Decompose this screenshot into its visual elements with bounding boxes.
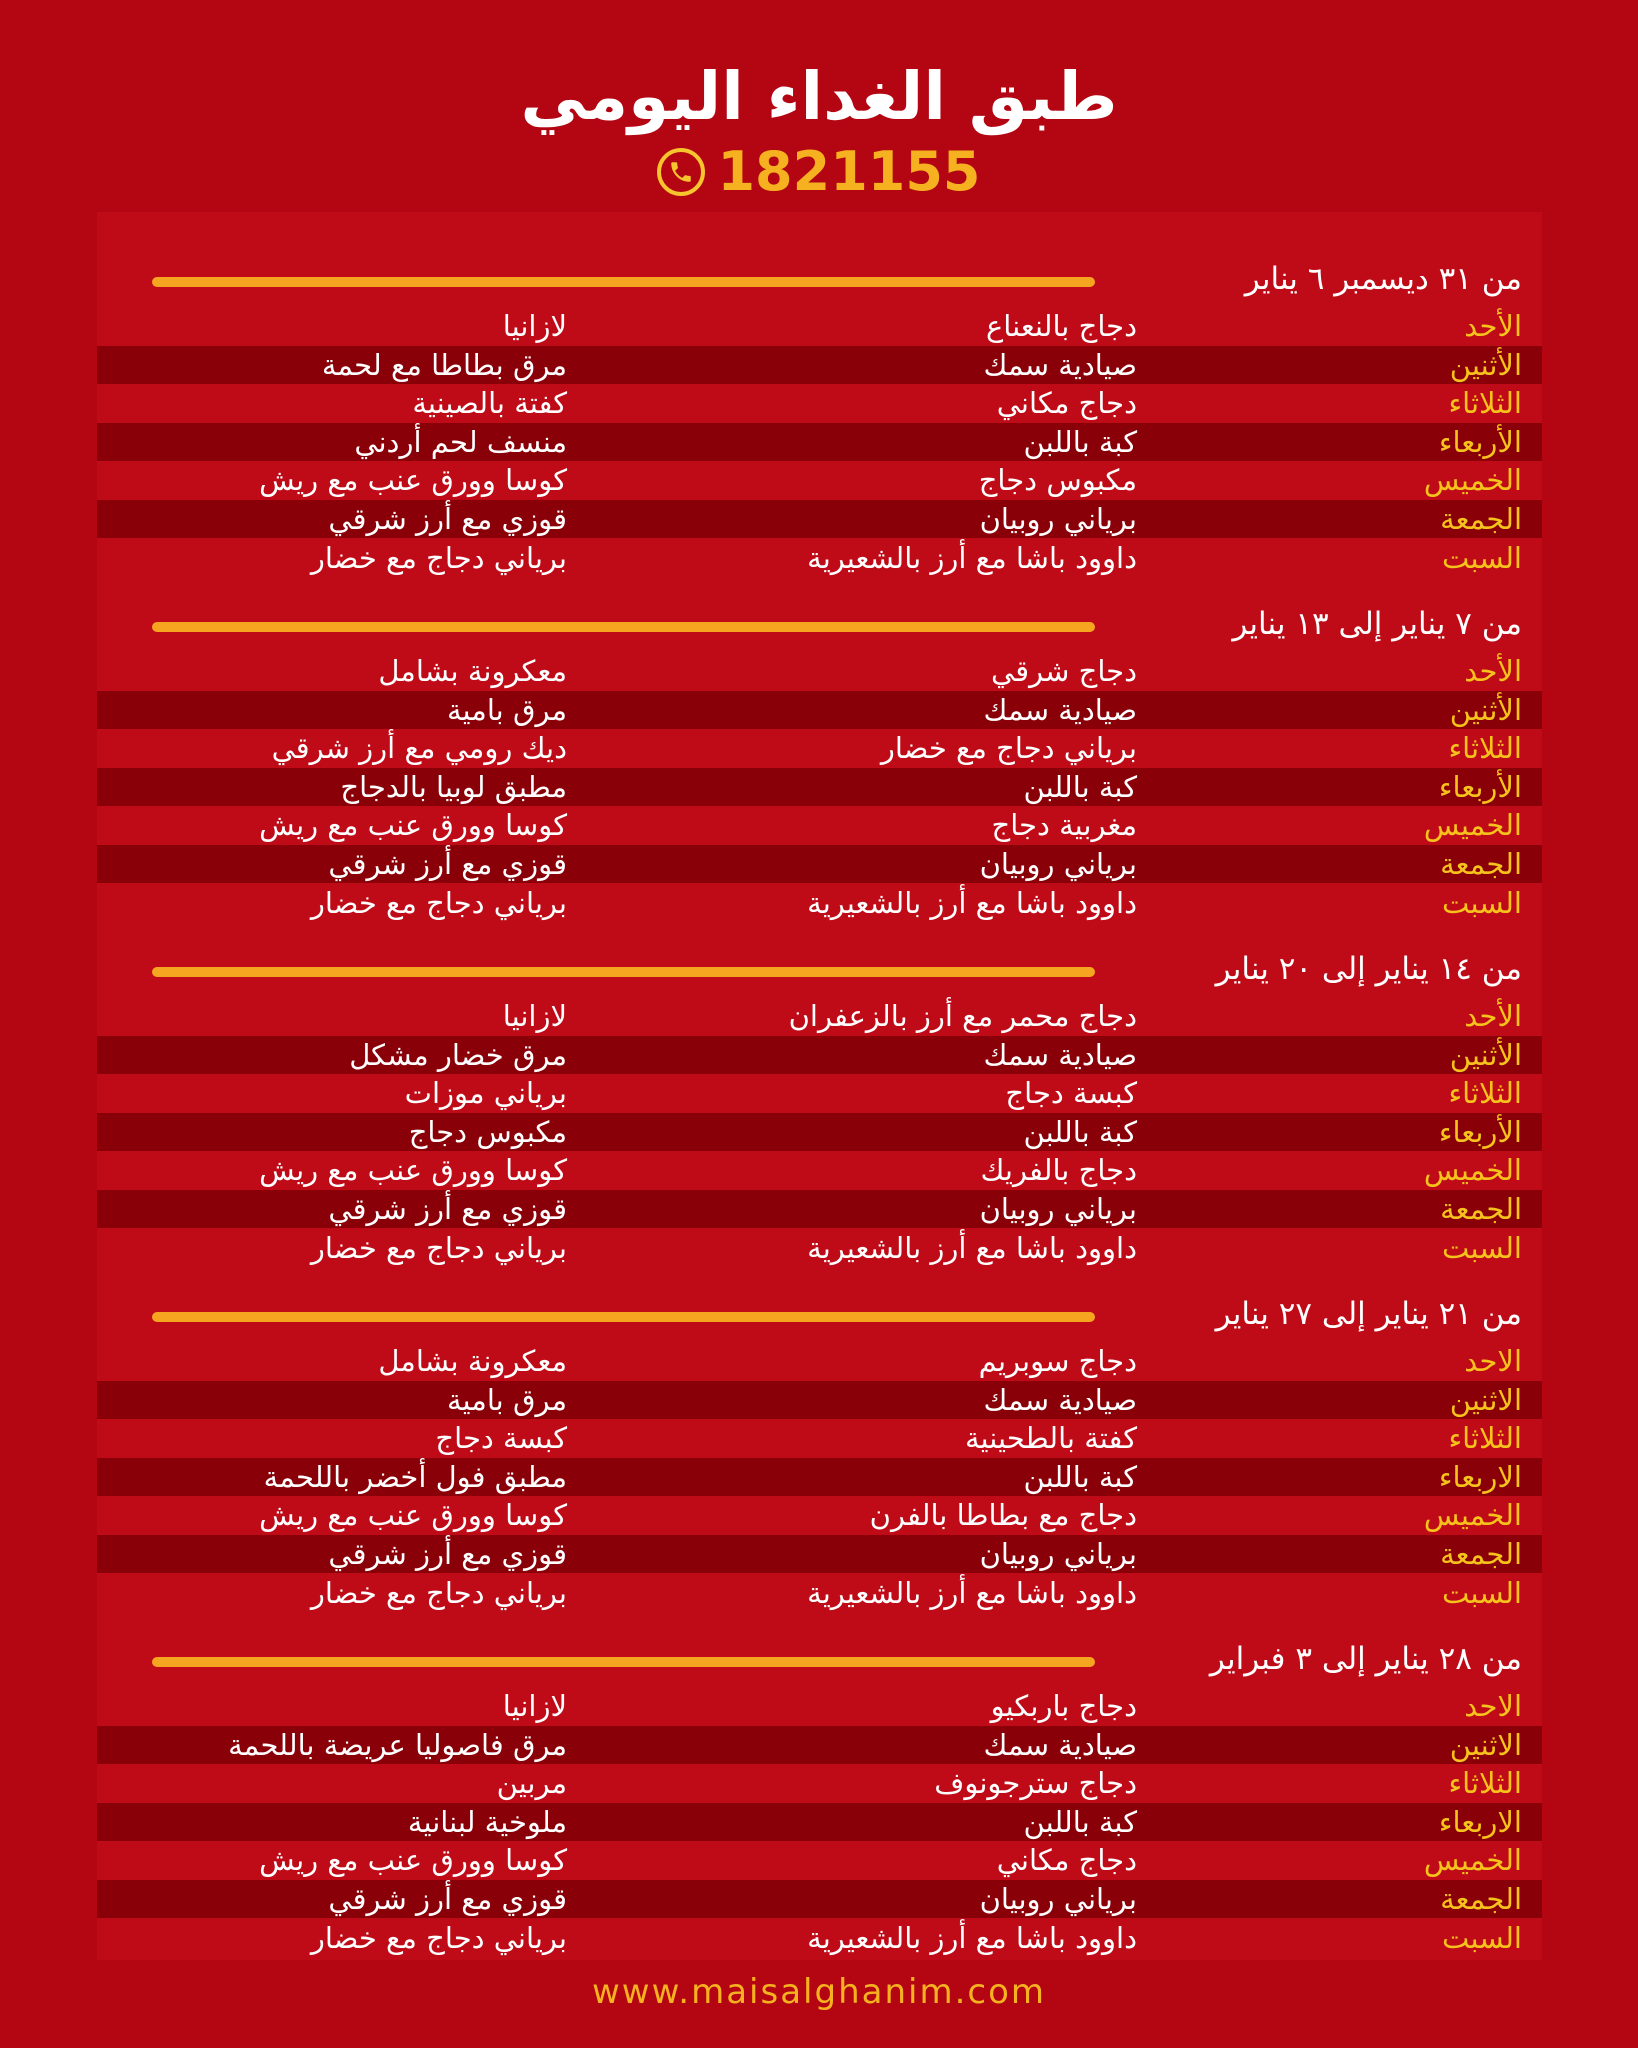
dish-two: برياني دجاج مع خضار: [310, 1575, 567, 1610]
menu-row: [97, 1074, 1542, 1112]
week-divider-bar: [152, 1312, 1095, 1322]
dish-one: صيادية سمك: [983, 1727, 1137, 1762]
day-label: الثلاثاء: [1448, 1766, 1522, 1801]
dish-one: داوود باشا مع أرز بالشعيرية: [807, 1920, 1137, 1955]
day-label: الجمعة: [1440, 1537, 1522, 1571]
menu-row: [97, 845, 1542, 883]
page-title: طبق الغداء اليومي: [520, 58, 1118, 135]
day-label: الثلاثاء: [1448, 1421, 1522, 1456]
menu-row: [97, 384, 1542, 422]
day-label: الأربعاء: [1438, 424, 1522, 459]
menu-row: [97, 1919, 1542, 1957]
website-link[interactable]: www.maisalghanim.com: [591, 1972, 1046, 2012]
phone-number[interactable]: 1821155: [717, 140, 981, 203]
dish-one: كبة باللبن: [1023, 1459, 1137, 1494]
menu-row: [97, 307, 1542, 345]
day-label: الاربعاء: [1438, 1804, 1522, 1839]
dish-two: قوزي مع أرز شرقي: [328, 1192, 567, 1226]
menu-row: [97, 500, 1542, 538]
menu-row: [97, 539, 1542, 577]
menu-row: [97, 1880, 1542, 1918]
dish-two: كوسا وورق عنب مع ريش: [259, 808, 567, 843]
dish-one: داوود باشا مع أرز بالشعيرية: [807, 885, 1137, 920]
menu-row: [97, 1687, 1542, 1725]
dish-two: مطبق فول أخضر باللحمة: [263, 1459, 567, 1494]
dish-two: لازانيا: [502, 1689, 567, 1723]
dish-one: دجاج بالنعناع: [986, 309, 1137, 343]
menu-row: [97, 461, 1542, 499]
week-divider-bar: [152, 622, 1095, 632]
day-label: السبت: [1442, 885, 1522, 920]
dish-one: دجاج مكاني: [996, 386, 1137, 421]
menu-row: [97, 1419, 1542, 1457]
dish-one: برياني دجاج مع خضار: [880, 731, 1137, 766]
day-label: السبت: [1442, 1230, 1522, 1265]
dish-two: قوزي مع أرز شرقي: [328, 502, 567, 536]
dish-one: برياني روبيان: [979, 847, 1137, 881]
week-title: من ٢١ يناير إلى ٢٧ يناير: [1215, 1296, 1522, 1332]
menu-row: [97, 1190, 1542, 1228]
dish-two: مكبوس دجاج: [408, 1114, 567, 1149]
dish-one: برياني روبيان: [979, 502, 1137, 536]
dish-one: صيادية سمك: [983, 692, 1137, 727]
day-label: السبت: [1442, 1920, 1522, 1955]
menu-row: [97, 691, 1542, 729]
menu-row: [97, 652, 1542, 690]
day-label: الجمعة: [1440, 502, 1522, 536]
menu-row: [97, 997, 1542, 1035]
dish-two: لازانيا: [502, 999, 567, 1033]
dish-two: مرق بامية: [447, 1382, 567, 1417]
dish-two: كوسا وورق عنب مع ريش: [259, 1153, 567, 1188]
dish-two: قوزي مع أرز شرقي: [328, 1882, 567, 1916]
day-label: الاثنين: [1449, 1727, 1522, 1762]
dish-two: برياني دجاج مع خضار: [310, 885, 567, 920]
dish-two: قوزي مع أرز شرقي: [328, 847, 567, 881]
menu-row: [97, 1496, 1542, 1534]
menu-row: [97, 1151, 1542, 1189]
dish-one: دجاج شرقي: [991, 654, 1137, 688]
menu-row: [97, 1535, 1542, 1573]
dish-one: كبسة دجاج: [1005, 1076, 1137, 1111]
day-label: الأثنين: [1449, 1037, 1522, 1072]
dish-one: كبة باللبن: [1023, 1804, 1137, 1839]
menu-row: [97, 1726, 1542, 1764]
week-divider-bar: [152, 967, 1095, 977]
day-label: السبت: [1442, 1575, 1522, 1610]
day-label: الاثنين: [1449, 1382, 1522, 1417]
week-title: من ٢٨ يناير إلى ٣ فبراير: [1209, 1641, 1522, 1677]
dish-two: مطبق لوبيا بالدجاج: [340, 769, 567, 804]
menu-row: [97, 1342, 1542, 1380]
dish-one: داوود باشا مع أرز بالشعيرية: [807, 540, 1137, 575]
dish-two: ديك رومي مع أرز شرقي: [271, 731, 567, 766]
dish-two: برياني دجاج مع خضار: [310, 1920, 567, 1955]
day-label: الثلاثاء: [1448, 386, 1522, 421]
day-label: الثلاثاء: [1448, 1076, 1522, 1111]
day-label: الخميس: [1423, 463, 1522, 498]
week-section: [97, 259, 1542, 575]
dish-two: برياني دجاج مع خضار: [310, 1230, 567, 1265]
day-label: السبت: [1442, 540, 1522, 575]
dish-two: لازانيا: [502, 309, 567, 343]
dish-one: مغربية دجاج: [991, 808, 1137, 843]
phone-handset-icon: [657, 148, 705, 196]
day-label: الثلاثاء: [1448, 731, 1522, 766]
menu-row: [97, 1841, 1542, 1879]
dish-one: دجاج باربكيو: [990, 1689, 1137, 1723]
dish-two: كفتة بالصينية: [412, 386, 567, 421]
week-section: [97, 604, 1542, 920]
day-label: الأثنين: [1449, 692, 1522, 727]
menu-row: [97, 1229, 1542, 1267]
menu-row: [97, 1574, 1542, 1612]
menu-row: [97, 423, 1542, 461]
dish-one: دجاج بالفريك: [980, 1153, 1137, 1188]
dish-two: مربين: [496, 1766, 567, 1801]
menu-row: [97, 768, 1542, 806]
day-label: الأحد: [1464, 654, 1522, 688]
week-divider-bar: [152, 1657, 1095, 1667]
week-section: [97, 1639, 1542, 1955]
dish-one: داوود باشا مع أرز بالشعيرية: [807, 1230, 1137, 1265]
day-label: الخميس: [1423, 808, 1522, 843]
week-divider-bar: [152, 277, 1095, 287]
menu-panel: [97, 212, 1542, 1960]
dish-two: مرق فاصوليا عريضة باللحمة: [228, 1727, 567, 1762]
dish-two: معكرونة بشامل: [378, 1344, 567, 1378]
dish-one: برياني روبيان: [979, 1537, 1137, 1571]
day-label: الاحد: [1464, 1344, 1522, 1378]
dish-one: دجاج سترجونوف: [934, 1766, 1137, 1801]
dish-two: معكرونة بشامل: [378, 654, 567, 688]
dish-two: كوسا وورق عنب مع ريش: [259, 1498, 567, 1533]
day-label: الخميس: [1423, 1498, 1522, 1533]
dish-one: دجاج سوبريم: [978, 1344, 1137, 1378]
dish-one: مكبوس دجاج: [978, 463, 1137, 498]
dish-one: كبة باللبن: [1023, 424, 1137, 459]
week-section: [97, 1294, 1542, 1610]
day-label: الأثنين: [1449, 347, 1522, 382]
menu-row: [97, 1036, 1542, 1074]
phone-handset-glyph: [668, 159, 694, 185]
week-title: من ١٤ يناير إلى ٢٠ يناير: [1215, 951, 1522, 987]
dish-two: كبسة دجاج: [435, 1421, 567, 1456]
day-label: الجمعة: [1440, 1882, 1522, 1916]
dish-two: مرق بامية: [447, 692, 567, 727]
week-title: من ٣١ ديسمبر ٦ يناير: [1244, 261, 1522, 297]
dish-one: داوود باشا مع أرز بالشعيرية: [807, 1575, 1137, 1610]
day-label: الجمعة: [1440, 847, 1522, 881]
day-label: الخميس: [1423, 1843, 1522, 1878]
dish-two: قوزي مع أرز شرقي: [328, 1537, 567, 1571]
menu-row: [97, 346, 1542, 384]
dish-one: كفتة بالطحينية: [964, 1421, 1137, 1456]
menu-row: [97, 1381, 1542, 1419]
menu-row: [97, 1458, 1542, 1496]
dish-one: دجاج مع بطاطا بالفرن: [869, 1498, 1137, 1533]
menu-row: [97, 1113, 1542, 1151]
dish-one: دجاج محمر مع أرز بالزعفران: [788, 999, 1137, 1033]
day-label: الأربعاء: [1438, 769, 1522, 804]
dish-two: برياني دجاج مع خضار: [310, 540, 567, 575]
dish-one: صيادية سمك: [983, 1037, 1137, 1072]
dish-two: مرق بطاطا مع لحمة: [321, 347, 567, 382]
dish-one: برياني روبيان: [979, 1882, 1137, 1916]
day-label: الخميس: [1423, 1153, 1522, 1188]
day-label: الأحد: [1464, 309, 1522, 343]
dish-one: صيادية سمك: [983, 1382, 1137, 1417]
menu-row: [97, 806, 1542, 844]
dish-two: كوسا وورق عنب مع ريش: [259, 463, 567, 498]
week-section: [97, 949, 1542, 1265]
day-label: الأحد: [1464, 999, 1522, 1033]
day-label: الاربعاء: [1438, 1459, 1522, 1494]
dish-two: برياني موزات: [404, 1076, 567, 1111]
day-label: الاحد: [1464, 1689, 1522, 1723]
week-title: من ٧ يناير إلى ١٣ يناير: [1232, 606, 1522, 642]
dish-one: دجاج مكاني: [996, 1843, 1137, 1878]
dish-two: كوسا وورق عنب مع ريش: [259, 1843, 567, 1878]
menu-row: [97, 1764, 1542, 1802]
day-label: الأربعاء: [1438, 1114, 1522, 1149]
dish-two: ملوخية لبنانية: [407, 1804, 567, 1839]
dish-one: كبة باللبن: [1023, 1114, 1137, 1149]
menu-row: [97, 729, 1542, 767]
dish-two: منسف لحم أردني: [354, 424, 567, 459]
phone-line[interactable]: [0, 142, 1638, 202]
dish-two: مرق خضار مشكل: [349, 1037, 567, 1072]
dish-one: كبة باللبن: [1023, 769, 1137, 804]
dish-one: برياني روبيان: [979, 1192, 1137, 1226]
dish-one: صيادية سمك: [983, 347, 1137, 382]
menu-row: [97, 884, 1542, 922]
menu-row: [97, 1803, 1542, 1841]
day-label: الجمعة: [1440, 1192, 1522, 1226]
